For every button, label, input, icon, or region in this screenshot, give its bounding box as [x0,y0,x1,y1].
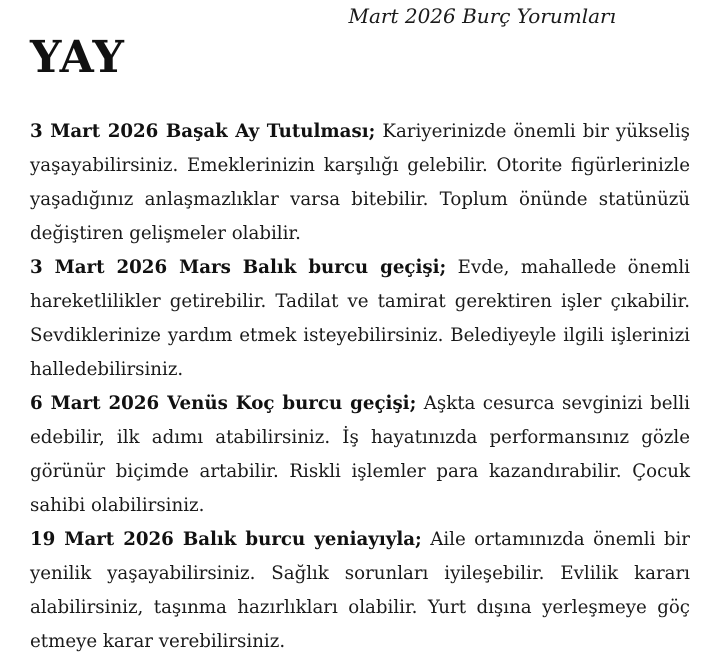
entry-heading: 19 Mart 2026 Balık burcu yeniayıyla; [30,529,422,550]
horoscope-entry-mars-transit [30,251,690,387]
horoscope-entry-new-moon [30,523,690,659]
horoscope-entry-venus-transit [30,387,690,523]
horoscope-entry-moon-eclipse [30,115,690,251]
page-header-title: Mart 2026 Burç Yorumları [348,4,616,28]
entry-text: Aşkta cesurca sevginizi belli edebilir, ilk adımı atabilirsiniz. İş hayatınızda performansınız gözle görünür biçimde artabilir. Riskli işlemler para kazandırabilir. Çocuk sahibi olabilirsiniz. [30,393,690,516]
horoscope-body [30,115,690,659]
entry-heading: 6 Mart 2026 Venüs Koç burcu geçişi; [30,393,417,414]
entry-heading: 3 Mart 2026 Başak Ay Tutulması; [30,121,376,142]
entry-text: Aile ortamınızda önemli bir yenilik yaşayabilirsiniz. Sağlık sorunları iyileşebilir. Evlilik kararı alabilirsiniz, taşınma hazırlıkları olabilir. Yurt dışına yerleşmeye göç etmeye karar verebilirsiniz. [30,529,690,652]
entry-text: Evde, mahallede önemli hareketlilikler getirebilir. Tadilat ve tamirat gerektiren işler çıkabilir. Sevdiklerinize yardım etmek isteyebilirsiniz. Belediyeyle ilgili işlerinizi halledebilirsiniz. [30,257,690,380]
zodiac-sign-title: YAY [30,32,125,83]
entry-heading: 3 Mart 2026 Mars Balık burcu geçişi; [30,257,447,278]
entry-text: Kariyerinizde önemli bir yükseliş yaşayabilirsiniz. Emeklerinizin karşılığı gelebilir. Otorite figürlerinizle yaşadığınız anlaşmazlıklar varsa bitebilir. Toplum önünde statünüzü değiştiren gelişmeler olabilir. [30,121,690,244]
